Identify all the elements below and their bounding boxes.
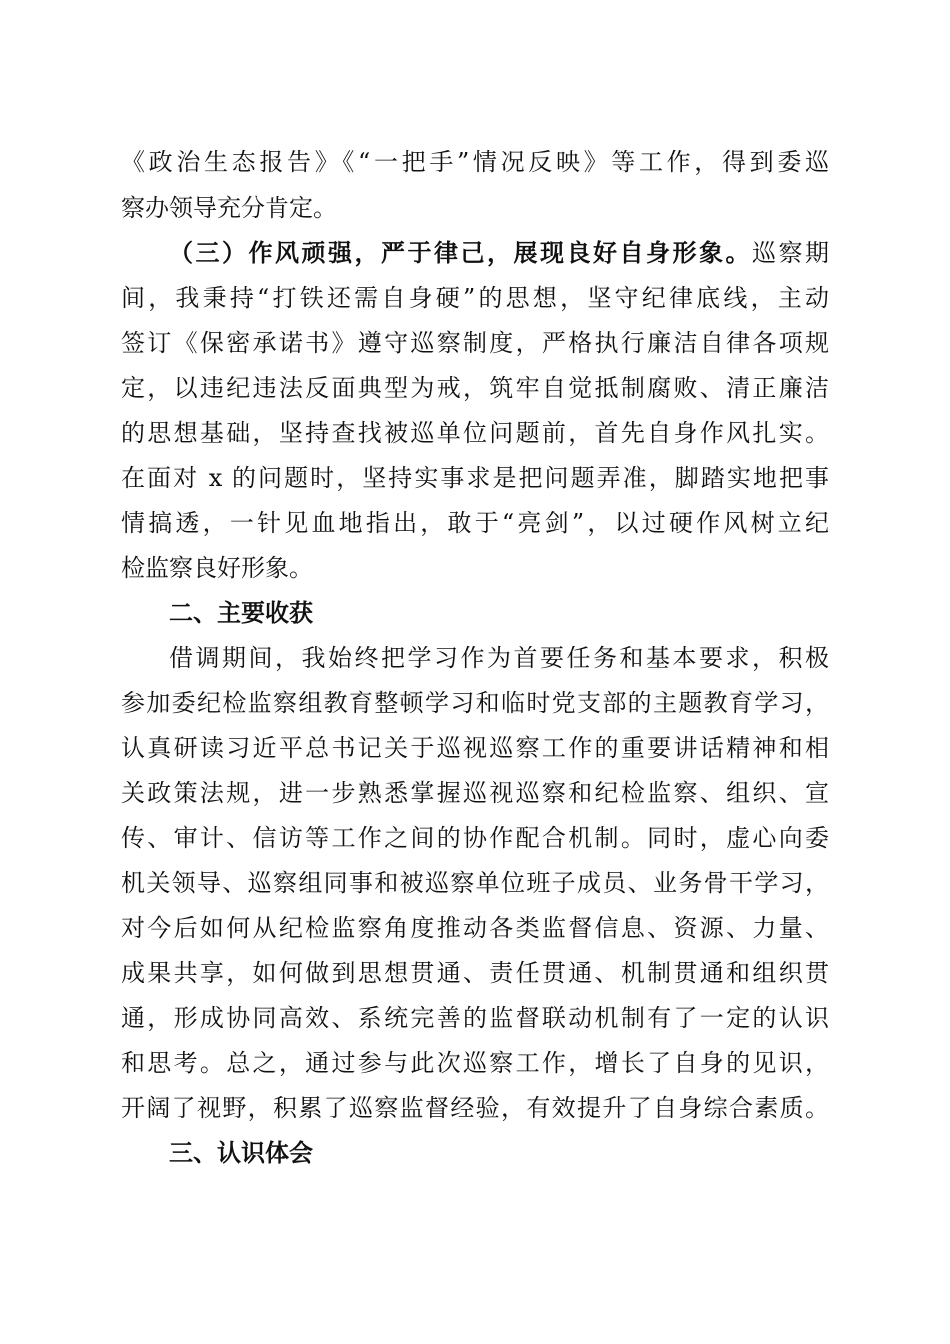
- paragraph-line: 机关领导、巡察组同事和被巡察单位班子成员、业务骨干学习，: [121, 869, 829, 897]
- paragraph-line: 签订《保密承诺书》遵守巡察制度，严格执行廉洁自律各项规: [121, 329, 829, 357]
- section-heading: 三、认识体会: [169, 1139, 313, 1167]
- paragraph-line: 情搞透，一针见血地指出，敢于“亮剑”，以过硬作风树立纪: [121, 509, 829, 537]
- paragraph-line: 关政策法规，进一步熟悉掌握巡视巡察和纪检监察、组织、宣: [121, 779, 829, 807]
- paragraph-line: 认真研读习近平总书记关于巡视巡察工作的重要讲话精神和相: [121, 734, 829, 762]
- paragraph-line: 成果共享，如何做到思想贯通、责任贯通、机制贯通和组织贯: [121, 959, 829, 987]
- paragraph-line: 定，以违纪违法反面典型为戒，筑牢自觉抵制腐败、清正廉洁: [121, 374, 829, 402]
- paragraph-line: 开阔了视野，积累了巡察监督经验，有效提升了自身综合素质。: [121, 1094, 829, 1122]
- paragraph-line: 参加委纪检监察组教育整顿学习和临时党支部的主题教育学习，: [121, 689, 829, 717]
- subsection-heading: （三）作风顽强，严于律己，展现良好自身形象。: [169, 239, 752, 267]
- paragraph-line: 检监察良好形象。: [121, 554, 313, 582]
- paragraph-line: 在面对 x 的问题时，坚持实事求是把问题弄准，脚踏实地把事: [121, 464, 829, 492]
- paragraph-line: 对今后如何从纪检监察角度推动各类监督信息、资源、力量、: [121, 914, 829, 942]
- paragraph-line: 传、审计、信访等工作之间的协作配合机制。同时，虚心向委: [121, 824, 829, 852]
- section-heading: 二、主要收获: [169, 599, 313, 627]
- paragraph-line: 察办领导充分肯定。: [121, 194, 337, 222]
- paragraph-line: 和思考。总之，通过参与此次巡察工作，增长了自身的见识，: [121, 1049, 829, 1077]
- paragraph-line: 通，形成协同高效、系统完善的监督联动机制有了一定的认识: [121, 1004, 829, 1032]
- subsection-first-line: [169, 238, 829, 268]
- paragraph-line: 间，我秉持“打铁还需自身硬”的思想，坚守纪律底线，主动: [121, 284, 829, 312]
- paragraph-text: 巡察期: [752, 239, 829, 267]
- paragraph-line: 《政治生态报告》《“一把手”情况反映》等工作，得到委巡: [121, 148, 829, 176]
- paragraph-line: 借调期间，我始终把学习作为首要任务和基本要求，积极: [169, 644, 829, 672]
- paragraph-line: 的思想基础，坚持查找被巡单位问题前，首先自身作风扎实。: [121, 419, 829, 447]
